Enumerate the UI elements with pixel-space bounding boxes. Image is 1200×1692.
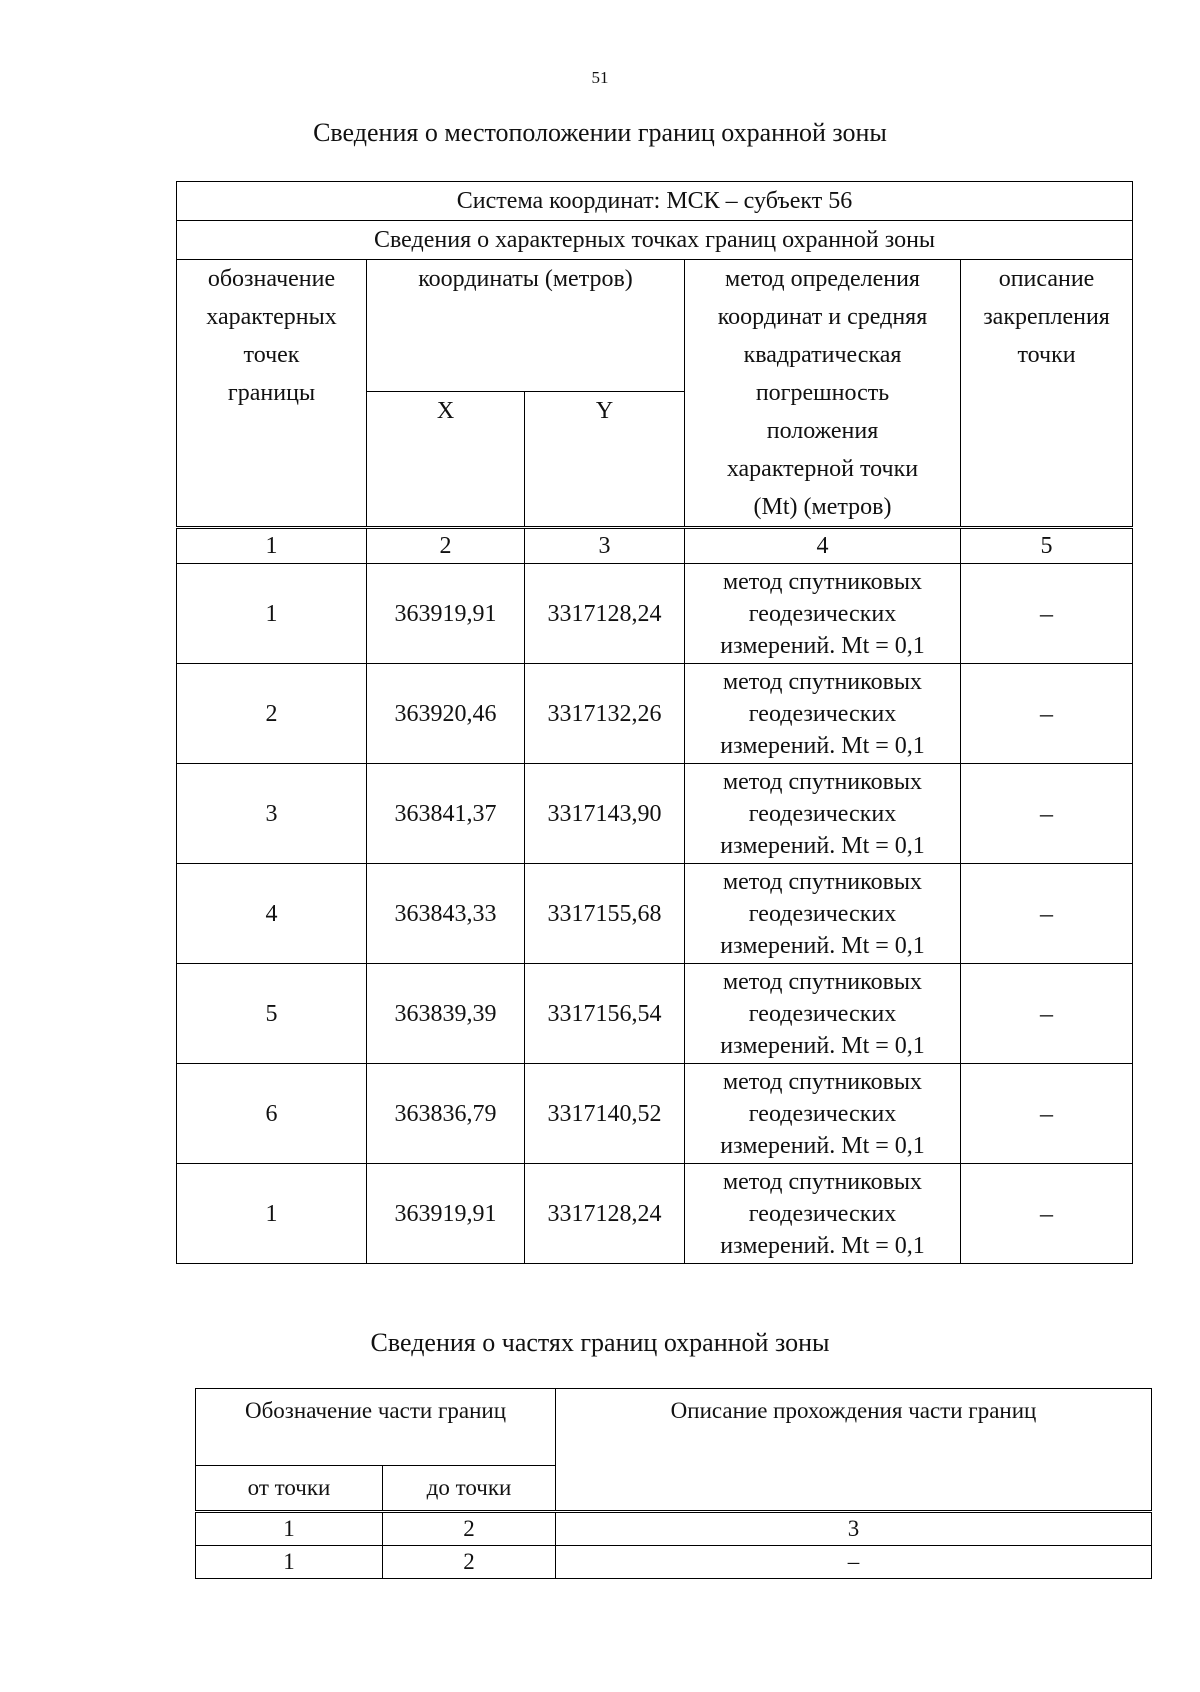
section-title-boundaries: Сведения о местоположении границ охранной зоны <box>313 118 887 147</box>
y-cell: 3317155,68 <box>525 864 685 964</box>
col-number: 4 <box>685 528 961 564</box>
method-line: измерений. Mt = 0,1 <box>720 832 925 859</box>
method-line: метод спутниковых <box>722 768 923 795</box>
col-desc-header <box>961 260 1133 528</box>
col-method-line: характерной точки <box>726 456 919 482</box>
points-body <box>177 564 1133 1264</box>
col-number: 2 <box>367 528 525 564</box>
x-cell: 363836,79 <box>367 1064 525 1164</box>
part-desc-cell: – <box>556 1546 1152 1579</box>
point-cell: 3 <box>177 764 367 864</box>
y-cell: 3317140,52 <box>525 1064 685 1164</box>
y-cell: 3317156,54 <box>525 964 685 1064</box>
points-header-cell: Сведения о характерных точках границ охранной зоны <box>177 221 1133 260</box>
method-line: метод спутниковых <box>722 1068 923 1095</box>
method-line: геодезических <box>748 700 897 727</box>
col-point-line: точек <box>243 342 300 368</box>
y-cell: 3317128,24 <box>525 1164 685 1264</box>
desc-cell: – <box>961 864 1133 964</box>
desc-cell: – <box>961 1064 1133 1164</box>
col-method-header <box>685 260 961 528</box>
x-cell: 363839,39 <box>367 964 525 1064</box>
col-x-header: X <box>367 392 525 528</box>
col-method-line: погрешность <box>755 380 890 406</box>
col-designation-header: Обозначение части границ <box>196 1389 556 1466</box>
method-line: метод спутниковых <box>722 668 923 695</box>
coord-system-cell: Система координат: МСК – субъект 56 <box>177 182 1133 221</box>
y-cell: 3317128,24 <box>525 564 685 664</box>
method-line: метод спутниковых <box>722 968 923 995</box>
table-row <box>177 564 1133 664</box>
col-point-header <box>177 260 367 528</box>
desc-cell: – <box>961 664 1133 764</box>
point-cell: 5 <box>177 964 367 1064</box>
point-cell: 6 <box>177 1064 367 1164</box>
method-cell <box>685 764 961 864</box>
col-point-line: характерных <box>206 304 337 330</box>
y-cell: 3317132,26 <box>525 664 685 764</box>
table-row <box>177 1164 1133 1264</box>
method-line: геодезических <box>748 800 897 827</box>
x-cell: 363919,91 <box>367 1164 525 1264</box>
table-row <box>177 664 1133 764</box>
desc-cell: – <box>961 764 1133 864</box>
col-y-header: Y <box>525 392 685 528</box>
col-point-line: границы <box>227 380 316 406</box>
parts-body <box>196 1546 1152 1579</box>
boundary-parts-table <box>195 1388 1152 1579</box>
table-row <box>177 864 1133 964</box>
from-cell: 1 <box>196 1546 383 1579</box>
x-cell: 363919,91 <box>367 564 525 664</box>
method-line: измерений. Mt = 0,1 <box>720 932 925 959</box>
col-method-line: положения <box>766 418 879 444</box>
method-line: геодезических <box>748 600 897 627</box>
col-number: 1 <box>177 528 367 564</box>
col-desc-line: описание <box>998 266 1095 292</box>
method-line: геодезических <box>748 1100 897 1127</box>
col-number: 5 <box>961 528 1133 564</box>
col-point-line: обозначение <box>207 266 336 292</box>
to-cell: 2 <box>383 1546 556 1579</box>
method-line: метод спутниковых <box>722 568 923 595</box>
col-coords-header: координаты (метров) <box>367 260 685 392</box>
desc-cell: – <box>961 1164 1133 1264</box>
method-cell <box>685 964 961 1064</box>
method-cell <box>685 564 961 664</box>
method-line: измерений. Mt = 0,1 <box>720 1132 925 1159</box>
col-method-line: квадратическая <box>743 342 902 368</box>
table-row <box>177 964 1133 1064</box>
col-method-line: координат и средняя <box>717 304 928 330</box>
method-line: измерений. Mt = 0,1 <box>720 632 925 659</box>
method-line: измерений. Mt = 0,1 <box>720 1232 925 1259</box>
method-cell <box>685 1064 961 1164</box>
method-line: геодезических <box>748 1200 897 1227</box>
col-method-line: (Mt) (метров) <box>753 494 892 520</box>
point-cell: 1 <box>177 564 367 664</box>
method-line: геодезических <box>748 1000 897 1027</box>
col-to-header: до точки <box>383 1466 556 1512</box>
method-line: геодезических <box>748 900 897 927</box>
col-desc-line: закрепления <box>983 304 1110 330</box>
method-cell <box>685 864 961 964</box>
point-cell: 2 <box>177 664 367 764</box>
table-row <box>177 764 1133 864</box>
method-line: измерений. Mt = 0,1 <box>720 1032 925 1059</box>
method-cell <box>685 664 961 764</box>
col-number: 3 <box>556 1512 1152 1546</box>
method-line: метод спутниковых <box>722 1168 923 1195</box>
section-title-parts: Сведения о частях границ охранной зоны <box>370 1328 830 1357</box>
col-method-line: метод определения <box>725 266 920 292</box>
point-cell: 4 <box>177 864 367 964</box>
page-number: 51 <box>591 68 609 87</box>
point-cell: 1 <box>177 1164 367 1264</box>
boundary-points-table <box>176 181 1133 1264</box>
col-number: 1 <box>196 1512 383 1546</box>
method-line: метод спутниковых <box>722 868 923 895</box>
y-cell: 3317143,90 <box>525 764 685 864</box>
method-line: измерений. Mt = 0,1 <box>720 732 925 759</box>
col-number: 3 <box>525 528 685 564</box>
x-cell: 363841,37 <box>367 764 525 864</box>
method-cell <box>685 1164 961 1264</box>
col-number: 2 <box>383 1512 556 1546</box>
col-from-header: от точки <box>196 1466 383 1512</box>
table-row <box>177 1064 1133 1164</box>
col-desc-line: точки <box>1017 342 1076 368</box>
col-description-header: Описание прохождения части границ <box>556 1389 1152 1512</box>
x-cell: 363843,33 <box>367 864 525 964</box>
x-cell: 363920,46 <box>367 664 525 764</box>
desc-cell: – <box>961 964 1133 1064</box>
table-row <box>196 1546 1152 1579</box>
desc-cell: – <box>961 564 1133 664</box>
